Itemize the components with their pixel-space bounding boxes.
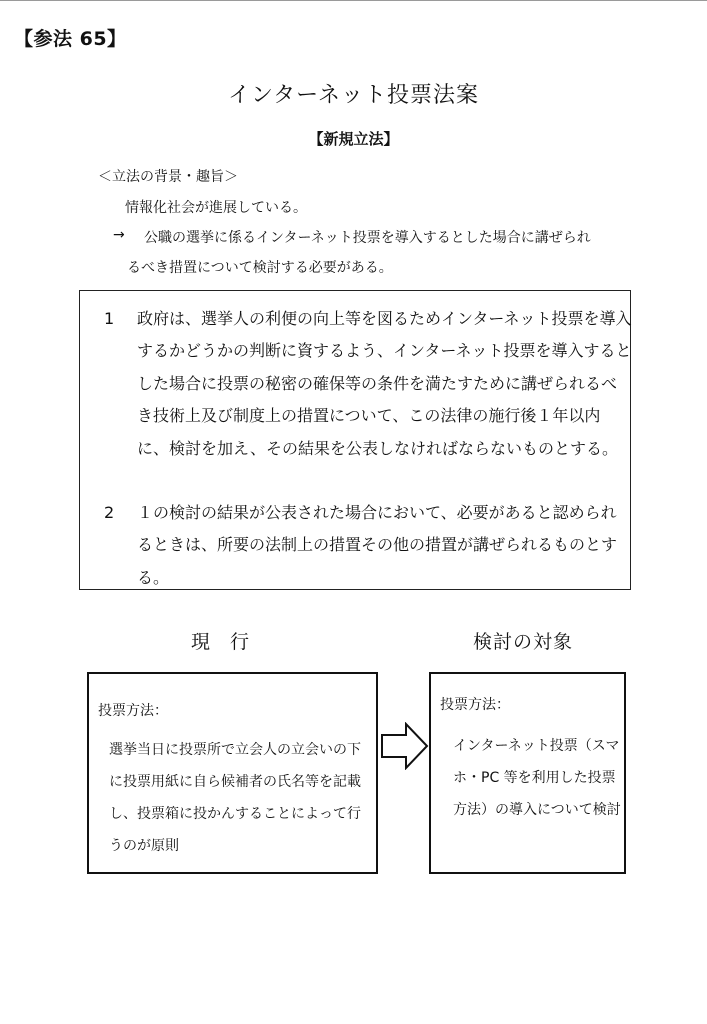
background-text-1: 情報化社会が進展している。 [125,200,307,216]
top-divider [0,0,707,1]
current-method-label: 投票方法： [98,703,168,719]
current-method-text: 選挙当日に投票所で立会人の立会いの下に投票用紙に自ら候補者の氏名等を記載し、投票箱に投かんすることによって行うのが原則 [109,742,361,854]
right-arrow-icon: → [113,227,125,243]
provision-text: １の検討の結果が公表された場合において、必要があると認められるときは、所要の法制上の措置その他の措置が講ぜられるものとする。 [137,503,618,587]
target-method-box [429,672,626,874]
provision-text: 政府は、選挙人の利便の向上等を図るためインターネット投票を導入するかどうかの判断に資するよう、インターネット投票を導入するとした場合に投票の秘密の確保等の条件を満たすために講ぜられるべき技術上及び制度上の措置について、この法律の施行後１年以内に、検討を加え、その結果を公表しなければならないものとする。 [137,309,632,458]
document-subtitle: 【新規立法】 [308,130,399,148]
hollow-right-arrow-icon [380,722,430,770]
current-heading: 現行 [191,631,270,653]
target-heading: 検討の対象 [473,631,574,653]
target-method-label: 投票方法： [440,697,510,713]
target-method-text: インターネット投票（スマホ・PC 等を利用した投票方法）の導入について検討 [453,738,621,818]
provision-number: 2 [104,503,115,522]
provision-number: 1 [104,309,115,328]
provisions-box [79,290,631,590]
reference-tag: 【参法 65】 [14,28,127,50]
background-text-3: るべき措置について検討する必要がある。 [127,260,393,276]
background-heading: ＜立法の背景・趣旨＞ [98,169,238,185]
background-text-2: 公職の選挙に係るインターネット投票を導入するとした場合に講ぜられ [144,230,591,246]
document-title: インターネット投票法案 [227,83,480,108]
current-method-box [87,672,378,874]
